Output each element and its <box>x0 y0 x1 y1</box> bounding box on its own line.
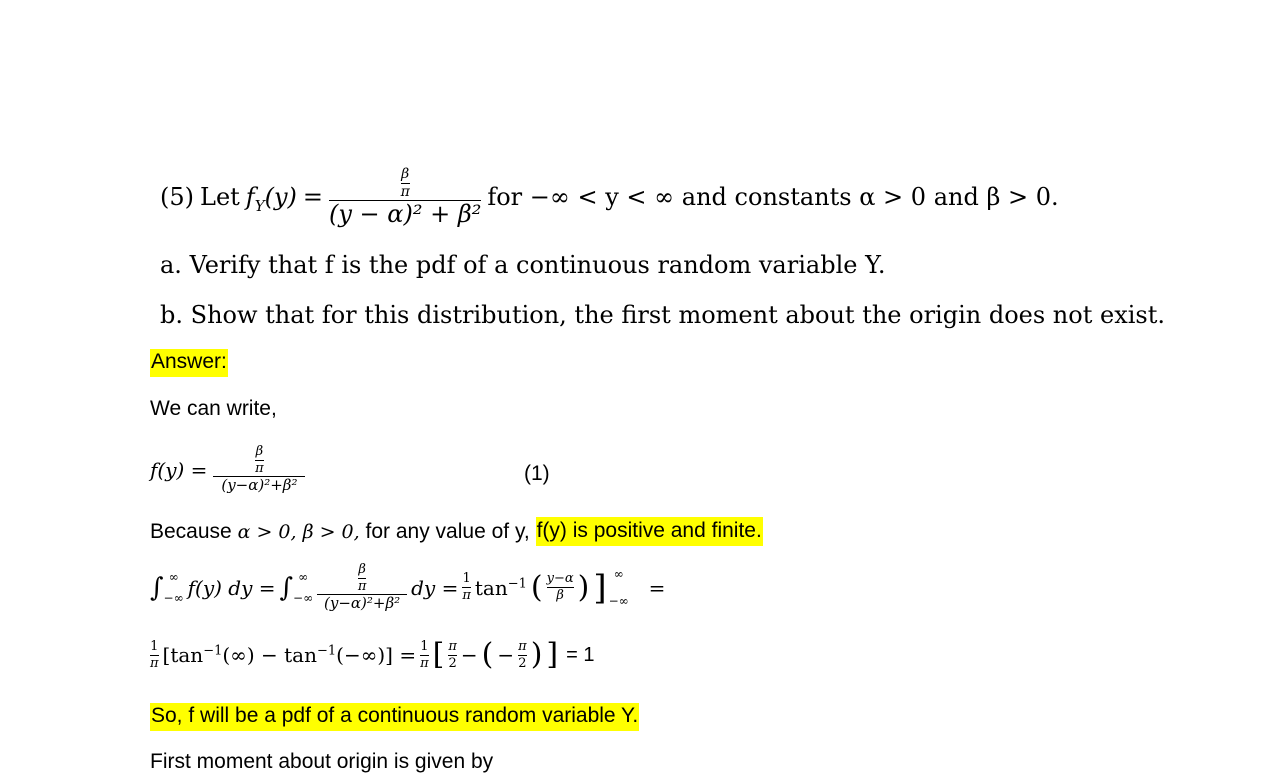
eval-one-over-pi-2 <box>420 640 429 670</box>
rhs-upper-limit: ∞ <box>298 569 309 584</box>
rhs-lower-limit: −∞ <box>293 590 314 605</box>
pi-over-two <box>448 640 457 670</box>
lhs-lower-limit: −∞ <box>163 590 184 605</box>
close-paren: ) <box>530 637 543 673</box>
right-paren: ) <box>577 569 590 605</box>
lhs-integrand: f(y) dy = <box>187 575 276 600</box>
equals-sign: = <box>302 183 323 212</box>
integrand-fraction <box>317 563 407 612</box>
coef-pi: π <box>462 588 471 604</box>
beta-over-pi <box>401 167 410 199</box>
equation-1 <box>150 445 305 494</box>
eval-coef2-pi: π <box>420 655 429 671</box>
function-f: f <box>245 183 255 212</box>
tan-part-2: (−∞)] = <box>336 643 417 668</box>
lhs-integral-sign: ∫ <box>150 572 164 603</box>
tan-exponent: −1 <box>507 575 527 591</box>
equation-number: (1) <box>524 462 550 485</box>
because-text: Because <box>150 519 232 543</box>
eval-bracket: ] <box>593 567 607 608</box>
evaluation-equation <box>150 637 595 673</box>
minus-sign: − <box>460 643 478 668</box>
eval-limits <box>609 568 629 607</box>
eq1-beta-over-pi <box>255 445 264 475</box>
left-paren: ( <box>530 569 543 605</box>
tan-exp-1: −1 <box>203 643 223 659</box>
function-name <box>245 183 297 216</box>
tan-argument <box>547 572 574 602</box>
eval-coef-pi: π <box>150 655 159 671</box>
integrand-denominator: (y−α)²+β² <box>324 594 401 613</box>
rhs-integral-limits <box>293 571 313 604</box>
eval-coef-one: 1 <box>150 639 159 654</box>
problem-condition: for −∞ < y < ∞ and constants α > 0 and β > 0. <box>487 183 1059 212</box>
integrand-beta-over-pi <box>358 563 367 593</box>
arctan-difference <box>163 643 417 667</box>
because-highlight: f(y) is positive and finite. <box>536 517 763 546</box>
problem-part-b: b. Show that for this distribution, the first moment about the origin does not exist. <box>160 301 1165 329</box>
eq1-denominator: (y−α)²+β² <box>221 476 298 495</box>
neg-two-bottom: 2 <box>518 655 527 671</box>
answer-label: Answer: <box>150 349 228 377</box>
function-arg: (y) <box>264 183 297 212</box>
integrand-pi: π <box>357 578 367 594</box>
eval-result: = 1 <box>566 643 595 666</box>
rhs-integral-sign: ∫ <box>279 572 294 603</box>
tan-open: [tan <box>162 643 204 668</box>
eq1-numerator <box>255 445 264 475</box>
eval-coef2-one: 1 <box>420 639 429 654</box>
tan-exp-2: −1 <box>316 643 337 659</box>
problem-part-a: a. Verify that f is the pdf of a continuous random variable Y. <box>160 251 886 279</box>
pdf-denominator: (y − α)² + β² <box>329 200 482 229</box>
arctan <box>475 576 527 600</box>
one-over-pi <box>462 572 471 602</box>
arg-denominator: β <box>556 588 564 604</box>
tan-text: tan <box>474 575 508 600</box>
trailing-equals: = <box>648 575 666 600</box>
pdf-conclusion: So, f will be a pdf of a continuous random variable Y. <box>150 703 639 731</box>
open-square-bracket: [ <box>432 637 445 673</box>
problem-number: (5) <box>160 183 194 212</box>
positivity-statement <box>150 517 763 546</box>
eval-lower: −∞ <box>608 593 629 608</box>
pdf-numerator <box>401 167 410 199</box>
answer-intro: We can write, <box>150 397 277 420</box>
open-paren: ( <box>481 637 494 673</box>
integrand-numerator <box>358 563 367 593</box>
two-bottom: 2 <box>448 655 457 671</box>
numerator-beta: β <box>401 166 410 182</box>
eq1-beta: β <box>255 444 264 459</box>
integral-equation <box>150 563 665 612</box>
eval-one-over-pi <box>150 640 159 670</box>
close-square-bracket: ] <box>546 637 559 673</box>
inner-minus: − <box>497 643 515 668</box>
dy-label: dy = <box>411 575 459 600</box>
neg-pi-over-two <box>518 640 527 670</box>
numerator-pi: π <box>400 183 410 200</box>
lhs-upper-limit: ∞ <box>168 569 179 584</box>
function-subscript: Y <box>254 197 265 216</box>
eq1-pi: π <box>255 460 264 476</box>
tan-part-1: (∞) − tan <box>222 643 317 668</box>
eval-upper: ∞ <box>613 566 624 581</box>
neg-pi-top: π <box>518 639 527 654</box>
because-math: α > 0, β > 0, <box>237 520 360 543</box>
coef-one: 1 <box>462 571 471 587</box>
because-rest: for any value of y, <box>359 519 536 543</box>
arg-numerator: y−α <box>546 571 574 587</box>
pdf-fraction <box>329 167 481 228</box>
problem-let: Let <box>200 183 240 212</box>
integrand-beta: β <box>358 562 366 577</box>
pi-top: π <box>448 639 457 654</box>
first-moment-intro: First moment about origin is given by <box>150 750 494 773</box>
eq1-fraction <box>213 445 305 494</box>
lhs-integral-limits <box>164 571 184 604</box>
eq1-lhs: f(y) = <box>150 457 208 482</box>
problem-definition <box>160 167 1059 228</box>
